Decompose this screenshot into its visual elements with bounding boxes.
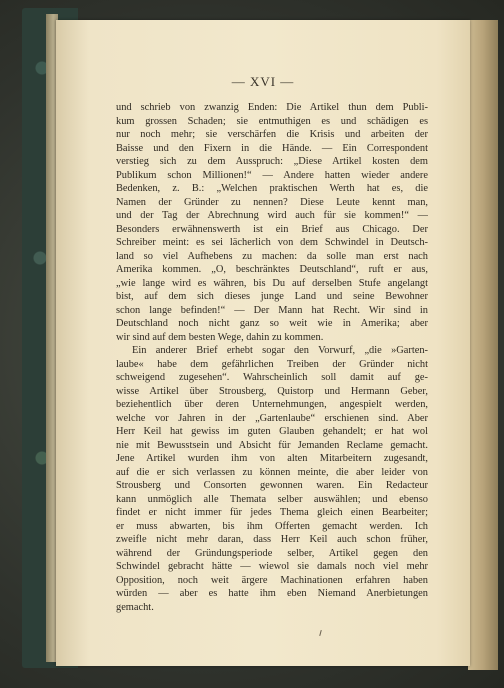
text-line: auf die er sich verlassen zu können meinte, die aber leider von bbox=[116, 466, 428, 478]
text-line: Deutschland noch nicht ganz so weit wie in Amerika; aber bbox=[116, 318, 428, 329]
text-line: nie mit Bewusstsein und Absicht für Jemanden Reclame gemacht. bbox=[116, 439, 428, 451]
page-stack-edge bbox=[468, 20, 498, 670]
text-line: würden — aber es hatte ihm eben Niemand Anerbietungen bbox=[116, 588, 428, 599]
text-line: bist, auf dem sich dieses junge Land und seine Bewohner bbox=[116, 291, 428, 302]
text-line: und der Tag der Abrechnung wird auch für sie kommen!“ — bbox=[116, 210, 428, 221]
body-text bbox=[116, 101, 428, 614]
text-line: wir sind auf dem besten Wege, dahin zu kommen. bbox=[116, 331, 324, 343]
page-number: — XVI — bbox=[231, 74, 295, 89]
text-line: beziehentlich über deren Unternehmungen, angespielt werden, bbox=[116, 399, 428, 410]
text-line: wisse Artikel über Strousberg, Quistorp und Hermann Geber, bbox=[116, 385, 428, 397]
text-line: zweifle nicht mehr daran, dass Herr Keil auch schon früher, bbox=[116, 534, 428, 545]
text-line: Jene Artikel wurden ihm von alten Mitarbeitern zugesandt, bbox=[116, 453, 428, 464]
text-line: verstieg sich zu dem Ausspruch: „Diese Artikel kosten dem bbox=[116, 156, 428, 167]
text-line: welche vor Jahren in der „Gartenlaube“ erschienen sind. Aber bbox=[116, 412, 428, 424]
text-line: während der Gründungsperiode selber, Artikel gegen den bbox=[116, 547, 428, 559]
text-line: laube« habe dem gefährlichen Treiben der Gründer nicht bbox=[116, 358, 428, 370]
text-line: und schrieb von zwanzig Enden: Die Artikel thun dem Publi- bbox=[116, 102, 428, 113]
text-line: er muss abwarten, bis ihm Offerten gemacht werden. Ich bbox=[116, 520, 428, 532]
text-line: findet er nicht immer für jedes Thema gleich einen Bearbeiter; bbox=[116, 507, 428, 518]
text-line: Publikum schon Millionen!“ — Andere hatten wieder andere bbox=[116, 169, 428, 181]
text-line: nur noch mehr; sie verschärfen die Krisis und arbeiten der bbox=[116, 129, 428, 140]
text-line: kum grossen Schaden; sie entmuthigen es und schädigen es bbox=[116, 115, 428, 127]
text-line: Besonders erwähnenswerth ist ein Brief aus Chicago. Der bbox=[116, 223, 428, 235]
text-line: schon lange befinden!“ — Der Mann hat Recht. Wir sind in bbox=[116, 304, 428, 316]
text-line: Schwindel gebracht hätte — wiewol sie damals noch viel mehr bbox=[116, 561, 428, 572]
text-line: Amerika kommen. „O, beschränktes Deutschland“, ruft er aus, bbox=[116, 264, 428, 275]
text-line: Strousberg und Consorten gewonnen waren. Ein Redacteur bbox=[116, 480, 428, 491]
text-line: Herr Keil hat gewiss im guten Glauben gehandelt; er hat wol bbox=[116, 426, 428, 437]
text-line: kann unmöglich alle Themata selber auswählen; und ebenso bbox=[116, 493, 428, 505]
text-line: Baisse und den Fixern in die Hände. — Ein Correspondent bbox=[116, 142, 428, 154]
text-line: Ein anderer Brief erhebt sogar den Vorwurf, „die »Garten- bbox=[132, 345, 428, 356]
text-line: Namen der Gründer zu nennen? Diese Leute kennt man, bbox=[116, 196, 428, 208]
text-line: schweigend zugesehen“. Wahrscheinlich soll damit auf ge- bbox=[116, 372, 428, 383]
text-line: Opposition, noch weit ärgere Machinationen erfahren haben bbox=[116, 574, 428, 586]
text-line: Schreiber meint: es sei lächerlich von dem Schwindel in Deutsch- bbox=[116, 237, 428, 248]
text-line: Bedenken, z. B.: „Welchen praktischen Werth hat es, die bbox=[116, 183, 428, 194]
text-line: „wie lange wird es währen, bis Du auf derselben Stufe angelangt bbox=[116, 277, 428, 289]
text-line: gemacht. bbox=[116, 601, 154, 613]
text-line: land so viel Aufhebens zu machen: da solle man erst nach bbox=[116, 250, 428, 262]
